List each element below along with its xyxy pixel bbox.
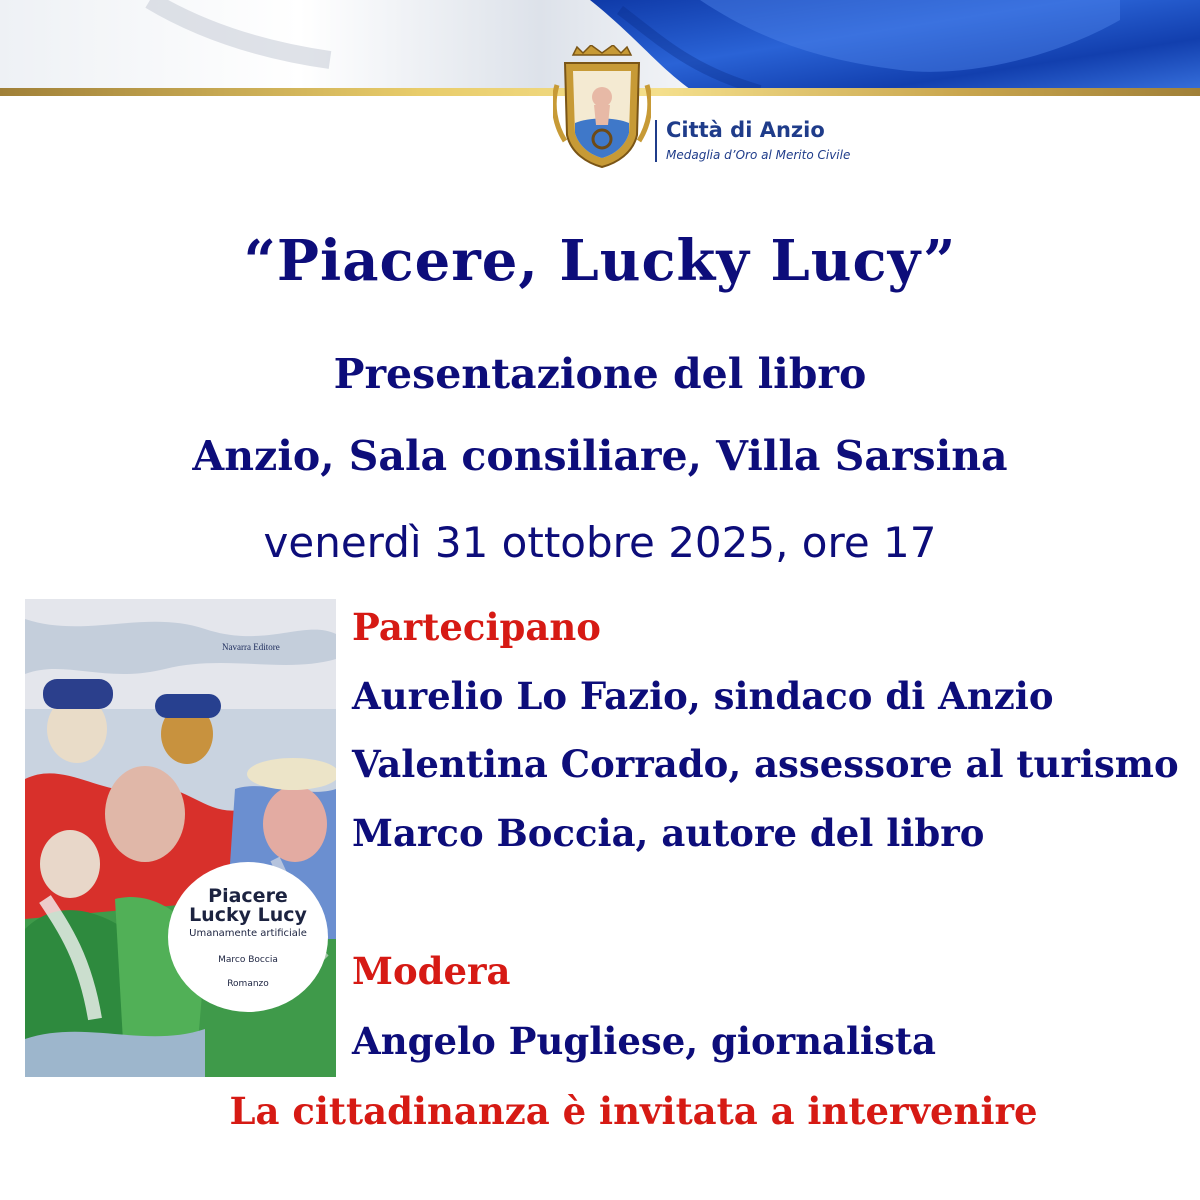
moderator-name: Angelo Pugliese, giornalista bbox=[352, 1019, 936, 1063]
book-publisher: Navarra Editore bbox=[222, 642, 280, 652]
event-title: “Piacere, Lucky Lucy” bbox=[243, 228, 957, 294]
moderator-heading: Modera bbox=[352, 949, 511, 993]
book-title-line1: Piacere bbox=[208, 885, 288, 907]
book-title-line2: Lucky Lucy bbox=[189, 904, 307, 926]
participant-item: Marco Boccia, autore del libro bbox=[352, 811, 985, 855]
book-genre: Romanzo bbox=[227, 979, 269, 989]
city-subtitle: Medaglia d’Oro al Merito Civile bbox=[666, 148, 851, 162]
book-author: Marco Boccia bbox=[218, 955, 278, 965]
participant-item: Valentina Corrado, assessore al turismo bbox=[352, 742, 1179, 786]
book-cover-image bbox=[25, 599, 336, 1077]
event-subtitle: Presentazione del libro bbox=[333, 350, 867, 398]
participants-heading: Partecipano bbox=[352, 605, 601, 649]
event-date: venerdì 31 ottobre 2025, ore 17 bbox=[263, 518, 937, 567]
city-name: Città di Anzio bbox=[666, 118, 825, 142]
coat-of-arms-icon bbox=[553, 45, 651, 170]
participant-item: Aurelio Lo Fazio, sindaco di Anzio bbox=[352, 674, 1054, 718]
logo-divider bbox=[655, 120, 657, 162]
invitation-text: La cittadinanza è invitata a intervenire bbox=[229, 1089, 1038, 1133]
event-venue: Anzio, Sala consiliare, Villa Sarsina bbox=[192, 432, 1008, 480]
book-subtitle: Umanamente artificiale bbox=[189, 928, 307, 939]
